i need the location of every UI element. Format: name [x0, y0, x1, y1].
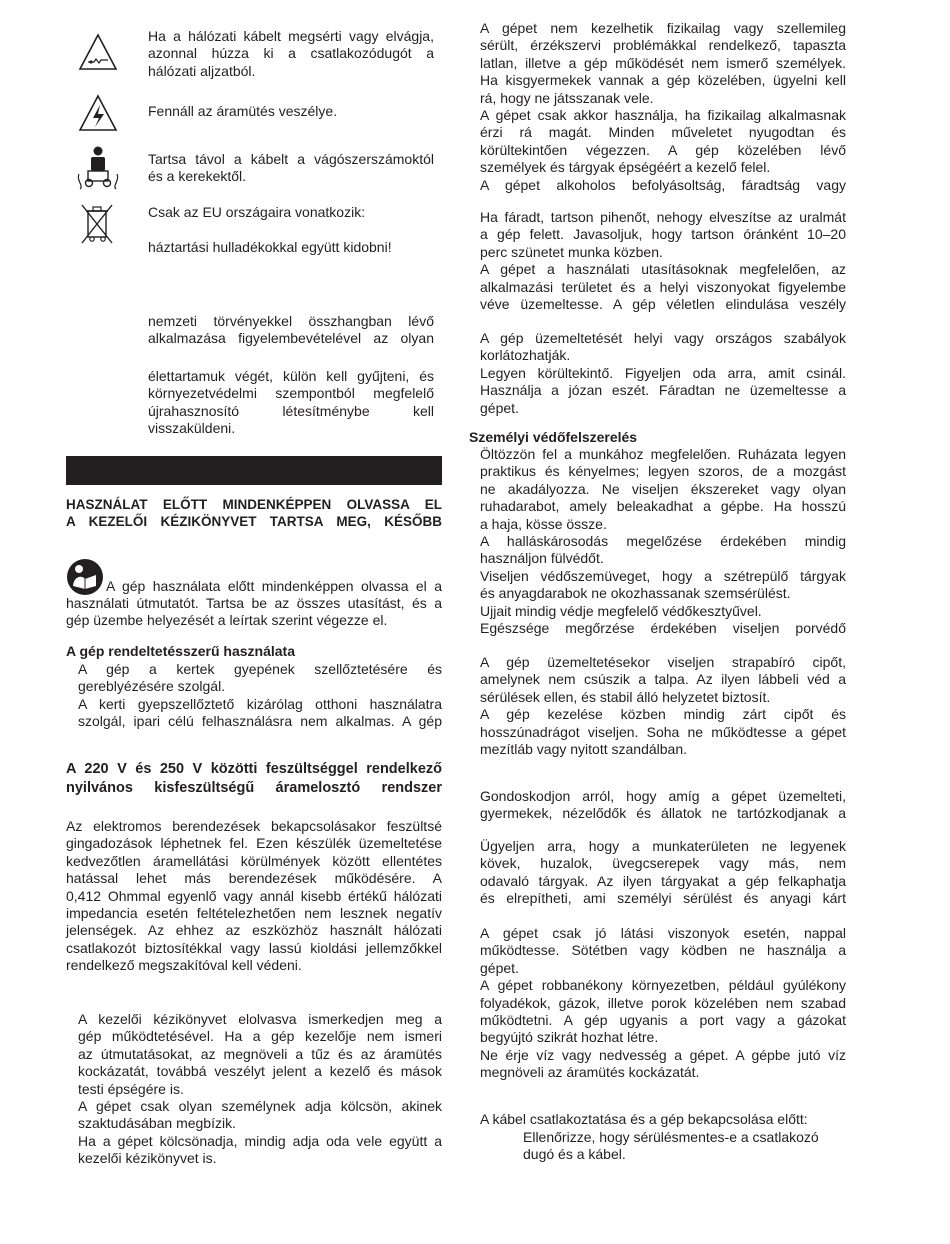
text-line: rendelkező megszakítóval kell védeni.: [66, 957, 302, 974]
text-line: Ellenőrizze, hogy sérülésmentes-e a csatlakozó: [523, 1129, 819, 1145]
footwear-para: [480, 654, 846, 758]
damaged-cable-icon: [78, 32, 118, 72]
text-line: kezelői kézikönyvet is.: [78, 1150, 217, 1167]
manual-read-para-cont: [66, 595, 442, 630]
text-line: A gép üzemeltetésekor viseljen strapabíró cipőt,: [480, 654, 846, 670]
keep-cable-away-icon: [76, 144, 120, 190]
text-line: Az elektromos berendezések bekapcsolásakor feszültsé: [66, 818, 442, 834]
text-line: alkalmazási területet és a helyi viszonyokat figyelembe: [480, 278, 846, 295]
text-line: hosszúnadrágot viseljen. Soha ne működtesse a gépet: [480, 723, 846, 740]
text-line: ne akadályozza. Ne viseljen ékszereket vagy olyan: [480, 480, 846, 497]
text-line: Tartsa távol a kábelt a vágószerszámoktól: [148, 151, 434, 167]
text-line: Ha fáradt, tartson pihenőt, nehogy elveszítse az uralmát: [480, 209, 846, 225]
text-line: amelynek nem csúszik a talpa. Az ilyen lábbeli véd a: [480, 671, 846, 688]
eu-disposal-line: [148, 239, 434, 256]
voltage-para: [66, 818, 442, 975]
text-line: A gépet a használati utasításoknak megfelelően, az: [480, 261, 846, 278]
text-line: szolgál, ipari célú felhasználásra nem alkalmas. A gép: [78, 713, 442, 730]
text-line: szaktudásában megbízik.: [78, 1115, 236, 1132]
text-line: impedancia esetén feltételezhetően nem lesznek negatív: [66, 905, 442, 922]
text-line: Egészsége megőrzése érdekében viseljen porvédő: [480, 620, 846, 637]
text-line: Ha a gépet kölcsönadja, mindig adja oda vele együtt a: [78, 1132, 442, 1149]
text-line: és elrepítheti, ami személyi sérülést és anyagi kárt: [480, 890, 846, 907]
text-line: Viseljen védőszemüveget, hogy a szétrepülő tárgyak: [480, 567, 846, 584]
text-line: A kerti gyepszellőztető kizárólag otthoni használatra: [78, 695, 442, 712]
text-line: megnöveli az áramütés kockázatát.: [480, 1064, 700, 1081]
text-line: gépet.: [480, 959, 519, 976]
text-line: A gépet robbanékony környezetben, például gyúlékony: [480, 977, 846, 994]
text-line: nemzeti törvényekkel összhangban lévő: [148, 313, 434, 329]
regulations-para: [480, 330, 846, 417]
safety-manual-para: [78, 1011, 442, 1168]
text-line: használjon fülvédőt.: [480, 550, 604, 567]
section-header-bar: [66, 456, 442, 485]
text-line: a haja, kösse össze.: [480, 515, 607, 532]
text-line: érzi rá magát. Minden műveletet nyugodtan és: [480, 124, 846, 141]
text-line: A gépet csak jó látási viszonyok esetén, nappal: [480, 925, 846, 941]
text-line: Ha a hálózati kábelt megsérti vagy elvágja,: [148, 28, 434, 44]
warning-text-damaged-cable: [148, 28, 434, 80]
text-line: jelenségek. Az ehhez az eszközhöz használt hálózati: [66, 922, 442, 939]
text-line: A kezelői kézikönyvet elolvasva ismerkedjen meg a: [78, 1011, 442, 1027]
text-line: és a kerekektől.: [148, 168, 247, 185]
weee-bin-icon: [80, 203, 114, 245]
operator-restrictions-para: [480, 20, 846, 194]
text-line: kövek, huzalok, üvegcserepek vagy más, nem: [480, 855, 846, 872]
ppe-heading: Személyi védőfelszerelés: [469, 429, 638, 445]
electric-shock-icon: [78, 93, 118, 133]
eu-disposal-para-3: [148, 368, 434, 438]
ppe-para: [480, 446, 846, 637]
text-line: körültekintően végezzen. A gép közelében lévő: [480, 141, 846, 158]
text-line: személyek és tárgyak épségéért a kezelő felel.: [480, 159, 771, 176]
text-line: Gondoskodjon arról, hogy amíg a gépet üzemelteti,: [480, 788, 846, 804]
text-line: A gép a kertek gyepének szellőztetésére és: [78, 661, 442, 677]
text-line: Fennáll az áramütés veszélye.: [148, 103, 338, 119]
text-line: testi épségére is.: [78, 1080, 184, 1097]
text-line: korlátozhatják.: [480, 347, 571, 364]
text-line: kedvezőtlen áramellátási körülmények között ellentétes: [66, 852, 442, 869]
text-line: sérülések ellen, és stabil álló helyzetet biztosít.: [480, 688, 771, 705]
text-line: Ügyeljen arra, hogy a munkaterületen ne legyenek: [480, 838, 846, 854]
text-line: véve üzemeltesse. A gép véletlen elindulása veszély: [480, 296, 846, 313]
text-line: működtesse. Sötétben vagy ködben ne használja a: [480, 942, 846, 959]
warning-text-keep-cable-away: [148, 151, 434, 186]
text-line: és anyagdarabok ne okozhassanak szemsérülést.: [480, 585, 791, 602]
text-line: A KEZELŐI KÉZIKÖNYVET TARTSA MEG, KÉSŐBB: [66, 514, 442, 530]
text-line: kockázatát, továbbá veszélyt jelent a kezelő és mások: [78, 1063, 442, 1080]
text-line: újrahasznosító létesítménybe kell: [148, 402, 434, 419]
text-line: gép működtetésével. Ha a gép kezelője nem ismeri: [78, 1028, 442, 1045]
text-line: gyermekek, nézelődők és állatok ne tartózkodjanak a: [480, 805, 846, 822]
text-line: sérült, érzékszervi problémákkal rendelkező, tapaszta: [480, 37, 846, 54]
text-line: praktikus és kényelmes; legyen szoros, de a mozgást: [480, 463, 846, 480]
text-line: A gép üzemeltetését helyi vagy országos szabályok: [480, 330, 846, 346]
text-line: 0,412 Ohmmal egyenlő vagy annál kisebb értékű hálózati: [66, 887, 442, 904]
text-line: működtetni. A gép ugyanis a port vagy a gázokat: [480, 1012, 846, 1029]
text-line: rá, hogy ne játsszanak vele.: [480, 89, 654, 106]
text-line: használati útmutatót. Tartsa be az összes utasítást, és a: [66, 595, 442, 611]
text-line: mezítláb vagy nyitott szandálban.: [480, 741, 688, 758]
eu-disposal-para-2: [148, 313, 434, 348]
text-line: Legyen körültekintő. Figyeljen oda arra, amit csinál.: [480, 364, 846, 381]
text-line: hatással lehet más berendezések működésére. A: [66, 870, 442, 887]
warning-text-electric-shock: [148, 103, 434, 120]
text-line: Ujjait mindig védje megfelelő védőkesztyűvel.: [480, 602, 762, 619]
warning-text-eu-only: [148, 204, 434, 221]
text-line: gép üzembe helyezését a leírtak szerint végezze el.: [66, 612, 388, 629]
manual-read-para: [66, 578, 442, 595]
work-area-para: [480, 838, 846, 908]
text-line: perc szünetet munka közben.: [480, 243, 663, 260]
text-line: alkalmazása figyelembevételével az olyan: [148, 330, 434, 347]
text-line: a gép felett. Javasoljuk, hogy tartson óránként 10–20: [480, 226, 846, 243]
text-line: az útmutatásokat, az megnöveli a tűz és az áramütés: [78, 1045, 442, 1062]
text-line: Ne érje víz vagy nedvesség a gépet. A gépbe jutó víz: [480, 1046, 846, 1063]
text-line: Használja a józan eszét. Fáradtan ne üzemeltesse a: [480, 382, 846, 399]
text-line: Ha kisgyermekek vannak a gép közelében, ügyelni kell: [480, 72, 846, 89]
text-line: A gép kezelése közben mindig zárt cipőt és: [480, 706, 846, 723]
text-line: A gépet csak olyan személynek adja kölcsön, akinek: [78, 1098, 442, 1115]
text-line: Öltözzön fel a munkához megfelelően. Ruházata legyen: [480, 446, 846, 462]
text-line: HASZNÁLAT ELŐTT MINDENKÉPPEN OLVASSA EL: [66, 497, 442, 512]
text-line: ruhadarabot, amely beleakadhat a gépbe. Ha hosszú: [480, 498, 846, 515]
text-line: latlan, illetve a gép működését nem ismerő személyek.: [480, 54, 846, 71]
text-line: nyilvános kisfeszültségű áramelosztó rendszer: [66, 780, 442, 796]
environment-para: [480, 925, 846, 1082]
cable-check-item: [523, 1129, 846, 1164]
fatigue-para: [480, 209, 846, 313]
voltage-heading: [66, 760, 442, 798]
text-line: folyadékok, gázok, illetve porok közelében nem szabad: [480, 994, 846, 1011]
text-line: hálózati aljzatból.: [148, 62, 256, 79]
text-line: A 220 V és 250 V közötti feszültséggel rendelkező: [66, 761, 442, 777]
text-line: A gépet nem kezelhetik fizikailag vagy szellemileg: [480, 20, 846, 36]
text-line: élettartamuk végét, külön kell gyűjteni, és: [148, 368, 434, 384]
text-line: A halláskárosodás megelőzése érdekében mindig: [480, 533, 846, 550]
text-line: A gép használata előtt mindenképpen olvassa el a: [106, 578, 442, 594]
text-line: környezetvédelmi szempontból megfelelő: [148, 385, 434, 402]
cable-check-intro: A kábel csatlakoztatása és a gép bekapcsolása előtt:: [480, 1111, 808, 1127]
text-line: gereblyézésére szolgál.: [78, 678, 226, 695]
text-line: azonnal húzza ki a csatlakozódugót a: [148, 45, 434, 62]
text-line: begyújtó szikrát hozhat létre.: [480, 1029, 659, 1046]
text-line: A gépet csak akkor használja, ha fizikailag alkalmasnak: [480, 107, 846, 124]
text-line: dugó és a kábel.: [523, 1146, 626, 1163]
text-line: A gépet alkoholos befolyásoltság, fáradtság vagy: [480, 176, 846, 193]
text-line: visszaküldeni.: [148, 420, 236, 437]
text-line: háztartási hulladékokkal együtt kidobni!: [148, 239, 392, 255]
text-line: Csak az EU országaira vonatkozik:: [148, 204, 366, 220]
text-line: gingadozások léphetnek fel. Ezen készülék üzemeltetése: [66, 835, 442, 852]
intended-use-heading: A gép rendeltetésszerű használata: [66, 643, 296, 659]
read-before-use-heading: [66, 496, 442, 531]
text-line: odavaló tárgyak. Az ilyen tárgyakat a gép felkaphatja: [480, 872, 846, 889]
text-line: csatlakozót biztosítékkal vagy lassú kioldási jellemzőkkel: [66, 939, 442, 956]
intended-use-para: [78, 661, 442, 731]
text-line: gépet.: [480, 399, 519, 416]
bystanders-para: [480, 788, 846, 823]
